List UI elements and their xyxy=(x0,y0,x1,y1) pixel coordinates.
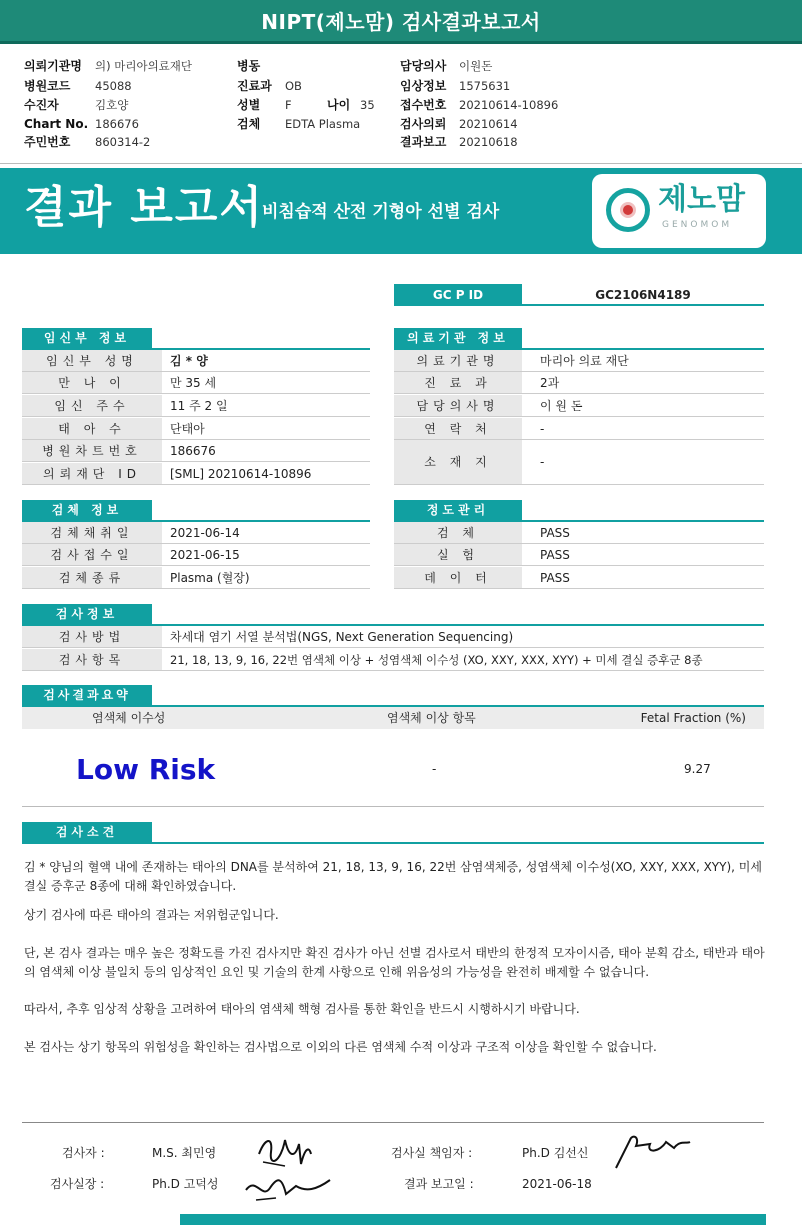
row-label: 진 료 과 xyxy=(394,372,522,393)
row-label: 검체채취일 xyxy=(22,522,162,543)
qc-row xyxy=(394,567,764,589)
institution-row xyxy=(394,418,764,440)
header-label: Chart No. xyxy=(24,117,89,131)
section-result-summary: 검사결과요약 xyxy=(22,685,152,705)
row-value: 차세대 염기 서열 분석법(NGS, Next Generation Sequencing) xyxy=(170,630,514,644)
specimen-row xyxy=(22,567,370,589)
section-quality-control: 정도관리 xyxy=(394,500,522,520)
row-label: 임신 주수 xyxy=(22,395,162,416)
signature-tester xyxy=(255,1128,315,1172)
header-value: 186676 xyxy=(95,117,139,131)
gcp-id-label: GC P ID xyxy=(394,284,522,306)
lab-head-name: Ph.D 김선신 xyxy=(522,1146,589,1160)
row-value: [SML] 20210614-10896 xyxy=(170,467,312,481)
pregnant-row xyxy=(22,463,370,485)
section-findings: 검사소견 xyxy=(22,822,152,842)
header-label: 임상정보 xyxy=(400,79,447,93)
chief-name: Ph.D 고덕성 xyxy=(152,1177,219,1191)
chief-label: 검사실장 : xyxy=(50,1177,105,1191)
pregnant-row xyxy=(22,418,370,440)
abnormal-value: - xyxy=(432,762,437,776)
header-value: 860314-2 xyxy=(95,135,151,149)
pregnant-row xyxy=(22,440,370,462)
pregnant-row xyxy=(22,395,370,417)
qc-row xyxy=(394,522,764,544)
banner-subtitle: 비침습적 산전 기형아 선별 검사 xyxy=(262,202,500,222)
row-value: 2021-06-15 xyxy=(170,548,240,562)
pregnant-row xyxy=(22,350,370,372)
banner-title: 결과 보고서 xyxy=(24,182,264,233)
gcp-id-value: GC2106N4189 xyxy=(522,284,764,306)
row-value: 만 35 세 xyxy=(170,376,217,390)
row-label: 병원차트번호 xyxy=(22,440,162,461)
header-value: 1575631 xyxy=(459,79,511,93)
signature-lab-head xyxy=(610,1130,694,1174)
row-label: 검체종류 xyxy=(22,567,162,588)
header-value: 20210614 xyxy=(459,117,518,131)
row-value: PASS xyxy=(540,526,570,540)
findings-paragraph: 단, 본 검사 결과는 매우 높은 정확도를 가진 검사지만 확진 검사가 아닌 선별 검사로서 태반의 한정적 모자이시즘, 태아 분획 감소, 태반과 태아의 염색체 이상 불일치 등의 임상적인 요인 및 기술의 한계 사항으로 인해 위음성의 가능성을 완전히 배제할 수 없습니다. xyxy=(24,946,765,979)
age-label: 나이 xyxy=(327,98,351,112)
row-value: 단태아 xyxy=(170,422,205,436)
row-label: 만 나 이 xyxy=(22,372,162,393)
header-value: OB xyxy=(285,79,302,93)
row-label: 임신부 성명 xyxy=(22,350,162,371)
signature-divider xyxy=(22,1122,764,1123)
row-label: 검사방법 xyxy=(22,626,162,647)
header-label: 주민번호 xyxy=(24,135,71,149)
qc-row xyxy=(394,544,764,566)
report-banner xyxy=(0,168,802,254)
section-test-info: 검사정보 xyxy=(22,604,152,624)
header-value: F xyxy=(285,98,292,112)
row-value: Plasma (혈장) xyxy=(170,571,250,585)
header-label: 진료과 xyxy=(237,79,272,93)
institution-row xyxy=(394,440,764,485)
tester-label: 검사자 : xyxy=(62,1146,105,1160)
row-value: 김 * 양 xyxy=(170,354,208,368)
row-value: 186676 xyxy=(170,444,216,458)
section-institution-info: 의료기관 정보 xyxy=(394,328,522,348)
header-label: 검체 xyxy=(237,117,261,131)
row-value: 이 원 돈 xyxy=(540,399,583,413)
row-value: 2과 xyxy=(540,376,560,390)
header-value: 20210614-10896 xyxy=(459,98,559,112)
row-value: PASS xyxy=(540,548,570,562)
findings-paragraph: 김 * 양님의 혈액 내에 존재하는 태아의 DNA를 분석하여 21, 18, 13, 9, 16, 22번 삼염색체증, 성염색체 이수성(XO, XXY, XXX, XYY), 미세 결실 증후군 8종에 대해 확인하였습니다. xyxy=(24,860,762,893)
report-date-value: 2021-06-18 xyxy=(522,1177,592,1191)
logo-subtext: GENOMOM xyxy=(662,220,733,230)
genomom-logo xyxy=(592,174,766,248)
header-label: 병동 xyxy=(237,59,261,73)
row-label: 검사항목 xyxy=(22,649,162,670)
row-value: 11 주 2 일 xyxy=(170,399,228,413)
header-value: EDTA Plasma xyxy=(285,117,361,131)
lab-head-label: 검사실 책임자 : xyxy=(391,1146,473,1160)
genomom-logo-icon xyxy=(606,188,650,232)
logo-text: 제노맘 xyxy=(658,182,745,217)
tester-name: M.S. 최민영 xyxy=(152,1146,217,1160)
header-label: 검사의뢰 xyxy=(400,117,447,131)
header-label: 성별 xyxy=(237,98,261,112)
summary-col-fetal-fraction: Fetal Fraction (%) xyxy=(640,711,746,725)
row-label: 담당의사명 xyxy=(394,395,522,416)
report-title: NIPT(제노맘) 검사결과보고서 xyxy=(0,0,802,44)
summary-divider xyxy=(22,806,764,807)
header-label: 결과보고 xyxy=(400,135,447,149)
header-label: 수진자 xyxy=(24,98,59,112)
row-value: 2021-06-14 xyxy=(170,526,240,540)
fetal-fraction-value: 9.27 xyxy=(684,762,711,776)
row-label: 의뢰재단 ID xyxy=(22,463,162,484)
header-value: 20210618 xyxy=(459,135,518,149)
header-label: 병원코드 xyxy=(24,79,71,93)
header-value: 의) 마리아의료재단 xyxy=(95,59,193,73)
row-label: 태 아 수 xyxy=(22,418,162,439)
summary-col-aneuploidy: 염색체 이수성 xyxy=(92,711,166,725)
section-specimen-info: 검체 정보 xyxy=(22,500,152,520)
patient-header xyxy=(0,52,802,164)
row-value: - xyxy=(540,422,545,436)
specimen-row xyxy=(22,522,370,544)
header-value: 45088 xyxy=(95,79,132,93)
summary-header xyxy=(22,707,764,729)
test-row xyxy=(22,649,764,671)
report-date-label: 결과 보고일 : xyxy=(404,1177,474,1191)
header-label: 의뢰기관명 xyxy=(24,59,82,73)
section-pregnant-info: 임신부 정보 xyxy=(22,328,152,348)
header-value: 이원돈 xyxy=(459,59,493,73)
row-label: 의료기관명 xyxy=(394,350,522,371)
row-value: PASS xyxy=(540,571,570,585)
findings-paragraph: 본 검사는 상기 항목의 위험성을 확인하는 검사법으로 이외의 다른 염색체 수적 이상과 구조적 이상을 확인할 수 없습니다. xyxy=(24,1040,657,1054)
row-label: 검사접수일 xyxy=(22,544,162,565)
findings-paragraph: 따라서, 추후 임상적 상황을 고려하여 태아의 염색체 핵형 검사를 통한 확인을 반드시 시행하시기 바랍니다. xyxy=(24,1002,580,1016)
row-value: - xyxy=(540,455,545,469)
institution-row xyxy=(394,372,764,394)
row-value: 21, 18, 13, 9, 16, 22번 염색체 이상 + 성염색체 이수성 (XO, XXY, XXX, XYY) + 미세 결실 증후군 8종 xyxy=(170,653,703,667)
institution-row xyxy=(394,350,764,372)
header-value: 김호양 xyxy=(95,98,129,112)
specimen-row xyxy=(22,544,370,566)
row-label: 검 체 xyxy=(394,522,522,543)
row-label: 실 험 xyxy=(394,544,522,565)
institution-row xyxy=(394,395,764,417)
age-value: 35 xyxy=(360,98,375,112)
header-label: 담당의사 xyxy=(400,59,447,73)
pregnant-row xyxy=(22,372,370,394)
row-label: 연 락 처 xyxy=(394,418,522,439)
row-value: 마리아 의료 재단 xyxy=(540,354,629,368)
section-rule xyxy=(22,842,764,844)
row-label: 소 재 지 xyxy=(394,440,522,484)
row-label: 데 이 터 xyxy=(394,567,522,588)
summary-col-abnormal: 염색체 이상 항목 xyxy=(387,711,476,725)
result-low-risk: Low Risk xyxy=(76,753,216,786)
findings-paragraph: 상기 검사에 따른 태아의 결과는 저위험군입니다. xyxy=(24,908,279,922)
test-row xyxy=(22,626,764,648)
signature-chief xyxy=(236,1170,336,1210)
footer-bar xyxy=(180,1214,766,1225)
header-label: 접수번호 xyxy=(400,98,447,112)
